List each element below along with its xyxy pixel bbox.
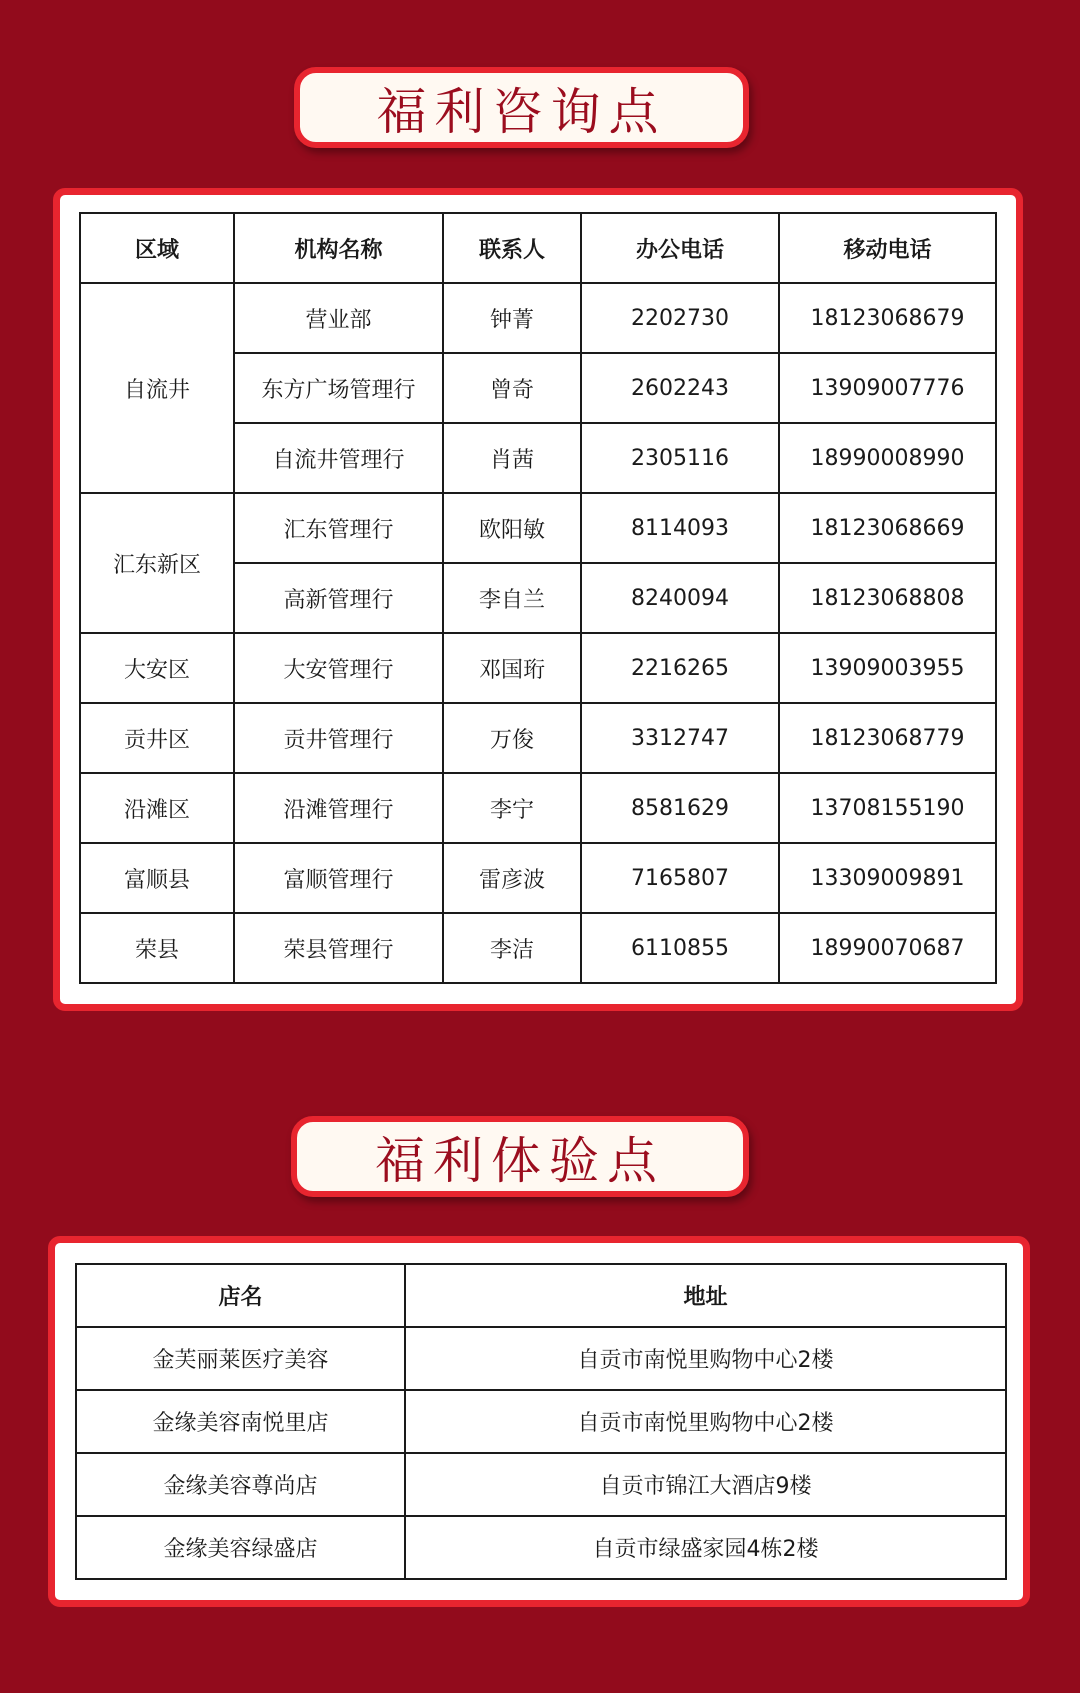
consult-table [79,212,997,984]
mobile-phone-cell: 18123068808 [779,563,996,633]
mobile-phone-cell: 18123068679 [779,283,996,353]
store-name-cell: 金缘美容绿盛店 [76,1516,405,1579]
mobile-phone-cell: 18123068779 [779,703,996,773]
table-row [76,1453,1006,1516]
org-cell: 大安管理行 [234,633,443,703]
address-cell: 自贡市南悦里购物中心2楼 [405,1327,1006,1390]
org-cell: 荣县管理行 [234,913,443,983]
table-row [80,843,996,913]
org-cell: 沿滩管理行 [234,773,443,843]
contact-cell: 肖茜 [443,423,581,493]
experience-title: 福利体验点 [375,1131,665,1190]
contact-cell: 李洁 [443,913,581,983]
table-row [76,1390,1006,1453]
mobile-phone-cell: 18990008990 [779,423,996,493]
region-cell: 沿滩区 [80,773,234,843]
header-store-name: 店名 [76,1264,405,1327]
mobile-phone-cell: 18123068669 [779,493,996,563]
contact-cell: 曾奇 [443,353,581,423]
table-row [80,633,996,703]
office-phone-cell: 2202730 [581,283,779,353]
table-row [80,493,996,563]
header-region: 区域 [80,213,234,283]
contact-cell: 钟菁 [443,283,581,353]
org-cell: 东方广场管理行 [234,353,443,423]
store-name-cell: 金缘美容南悦里店 [76,1390,405,1453]
contact-cell: 李自兰 [443,563,581,633]
region-cell: 汇东新区 [80,493,234,633]
office-phone-cell: 2305116 [581,423,779,493]
address-cell: 自贡市南悦里购物中心2楼 [405,1390,1006,1453]
table-row [76,1516,1006,1579]
org-cell: 富顺管理行 [234,843,443,913]
mobile-phone-cell: 13909003955 [779,633,996,703]
header-contact: 联系人 [443,213,581,283]
header-org: 机构名称 [234,213,443,283]
office-phone-cell: 7165807 [581,843,779,913]
table-row [80,913,996,983]
region-cell: 大安区 [80,633,234,703]
table-row [80,703,996,773]
mobile-phone-cell: 18990070687 [779,913,996,983]
region-cell: 贡井区 [80,703,234,773]
mobile-phone-cell: 13309009891 [779,843,996,913]
org-cell: 汇东管理行 [234,493,443,563]
office-phone-cell: 6110855 [581,913,779,983]
office-phone-cell: 3312747 [581,703,779,773]
contact-cell: 雷彦波 [443,843,581,913]
org-cell: 自流井管理行 [234,423,443,493]
header-mobile-phone: 移动电话 [779,213,996,283]
mobile-phone-cell: 13909007776 [779,353,996,423]
consult-title: 福利咨询点 [376,82,667,141]
consult-title-banner [294,67,749,148]
header-address: 地址 [405,1264,1006,1327]
mobile-phone-cell: 13708155190 [779,773,996,843]
address-cell: 自贡市绿盛家园4栋2楼 [405,1516,1006,1579]
store-name-cell: 金缘美容尊尚店 [76,1453,405,1516]
office-phone-cell: 2216265 [581,633,779,703]
address-cell: 自贡市锦江大酒店9楼 [405,1453,1006,1516]
table-row [80,283,996,353]
header-office-phone: 办公电话 [581,213,779,283]
contact-cell: 邓国珩 [443,633,581,703]
region-cell: 富顺县 [80,843,234,913]
office-phone-cell: 8114093 [581,493,779,563]
office-phone-cell: 8581629 [581,773,779,843]
table-row [76,1327,1006,1390]
consult-header-row [80,213,996,283]
experience-title-banner [291,1116,749,1197]
region-cell: 荣县 [80,913,234,983]
contact-cell: 万俊 [443,703,581,773]
experience-table [75,1263,1007,1580]
org-cell: 营业部 [234,283,443,353]
contact-cell: 欧阳敏 [443,493,581,563]
experience-header-row [76,1264,1006,1327]
org-cell: 贡井管理行 [234,703,443,773]
office-phone-cell: 2602243 [581,353,779,423]
table-row [80,773,996,843]
contact-cell: 李宁 [443,773,581,843]
region-cell: 自流井 [80,283,234,493]
store-name-cell: 金芙丽莱医疗美容 [76,1327,405,1390]
office-phone-cell: 8240094 [581,563,779,633]
org-cell: 高新管理行 [234,563,443,633]
